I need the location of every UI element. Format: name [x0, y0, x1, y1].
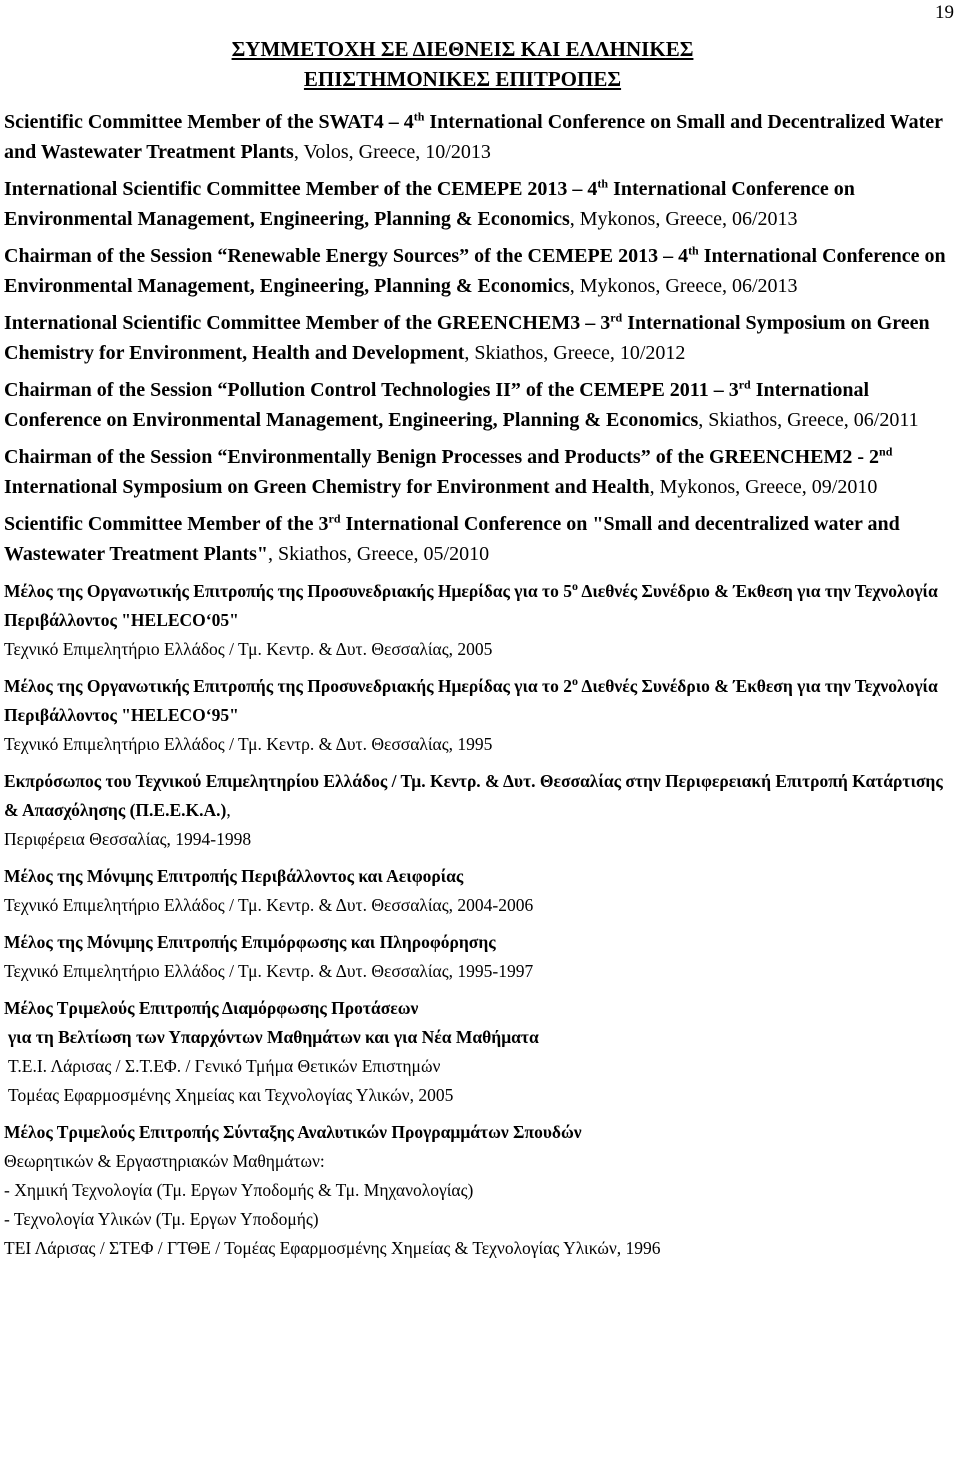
list-item: Μέλος Τριμελούς Επιτροπής Σύνταξης Αναλυτικών Προγραμμάτων Σπουδών Θεωρητικών & Εργαστηριακών Μαθημάτων: - Χημική Τεχνολογία (Τμ. Εργων Υποδομής & Τμ. Μηχανολογίας) - Τεχνολογία Υλικών (Τμ. Εργων Υποδομής) ΤΕΙ Λάρισας / ΣΤΕΦ / ΓΤΘΕ / Τομέας Εφαρμοσμένης Χημείας & Τεχνολογίας Υλικών, 1996 [4, 1122, 661, 1258]
list-item: Μέλος της Μόνιμης Επιτροπής Περιβάλλοντος και Αειφορίας Τεχνικό Επιμελητήριο Ελλάδος / Τμ. Κεντρ. & Δυτ. Θεσσαλίας, 2004-2006 [4, 866, 534, 915]
list-item: Scientific Committee Member of the SWAT4 – 4th International Conference on Small and Decentralized Water and Wastewater Treatment Plants, Volos, Greece, 10/2013 [4, 109, 943, 163]
list-item: International Scientific Committee Member of the GREENCHEM3 – 3rd International Symposium on Green Chemistry for Environment, Health and Development, Skiathos, Greece, 10/2012 [4, 310, 930, 364]
list-item: Μέλος της Οργανωτικής Επιτροπής της Προσυνεδριακής Ημερίδας για το $5^o$ Διεθνές Συνέδριο & Έκθεση για την Τεχνολογία Περιβάλλοντος "HELECO‘05" Τεχνικό Επιμελητήριο Ελλάδος / Τμ. Κεντρ. & Δυτ. Θεσσαλίας, 2005 [4, 579, 938, 659]
list-item: International Scientific Committee Member of the CEMEPE 2013 – 4th International Conference on Environmental Management, Engineering, Planning & Economics, Mykonos, Greece, 06/2013 [4, 176, 855, 230]
committee-list [0, 108, 960, 1263]
list-item: Μέλος της Μόνιμης Επιτροπής Επιμόρφωσης και Πληροφόρησης Τεχνικό Επιμελητήριο Ελλάδος / Τμ. Κεντρ. & Δυτ. Θεσσαλίας, 1995-1997 [4, 932, 534, 981]
title-line-2: ΕΠΙΣΤΗΜΟΝΙΚΕΣ ΕΠΙΤΡΟΠΕΣ [303, 67, 622, 91]
list-item: Chairman of the Session “Pollution Control Technologies II” of the CEMEPE 2011 – 3rd International Conference on Environmental Management, Engineering, Planning & Economics, Skiathos, Greece, 06/2011 [4, 377, 919, 431]
list-item: Chairman of the Session “Renewable Energy Sources” of the CEMEPE 2013 – 4th International Conference on Environmental Management, Engineering, Planning & Economics, Mykonos, Greece, 06/2013 [4, 243, 946, 297]
list-item: Μέλος Τριμελούς Επιτροπής Διαμόρφωσης Προτάσεων για τη Βελτίωση των Υπαρχόντων Μαθημάτων και για Νέα Μαθήματα Τ.Ε.Ι. Λάρισας / Σ.Τ.ΕΦ. / Γενικό Τμήμα Θετικών Επιστημών Τομέας Εφαρμοσμένης Χημείας και Τεχνολογίας Υλικών, 2005 [4, 998, 539, 1105]
page-title [0, 0, 960, 94]
title-line-1: ΣΥΜΜΕΤΟΧΗ ΣΕ ΔΙΕΘΝΕΙΣ ΚΑΙ ΕΛΛΗΝΙΚΕΣ [231, 37, 694, 61]
list-item: Μέλος της Οργανωτικής Επιτροπής της Προσυνεδριακής Ημερίδας για το $2^o$ Διεθνές Συνέδριο & Έκθεση για την Τεχνολογία Περιβάλλοντος "HELECO‘95" Τεχνικό Επιμελητήριο Ελλάδος / Τμ. Κεντρ. & Δυτ. Θεσσαλίας, 1995 [4, 674, 938, 754]
list-item: Chairman of the Session “Environmentally Benign Processes and Products” of the GREENCHEM2 - 2nd International Symposium on Green Chemistry for Environment and Health, Mykonos, Greece, 09/2010 [4, 444, 893, 498]
page-number: 19 [935, 2, 954, 23]
list-item: Scientific Committee Member of the 3rd International Conference on "Small and decentralized water and Wastewater Treatment Plants", Skiathos, Greece, 05/2010 [4, 511, 900, 565]
list-item: Εκπρόσωπος του Τεχνικού Επιμελητηρίου Ελλάδος / Τμ. Κεντρ. & Δυτ. Θεσσαλίας στην Περιφερειακή Επιτροπή Κατάρτισης & Απασχόλησης (Π.Ε.Ε.Κ.Α.), Περιφέρεια Θεσσαλίας, 1994-1998 [4, 771, 943, 849]
